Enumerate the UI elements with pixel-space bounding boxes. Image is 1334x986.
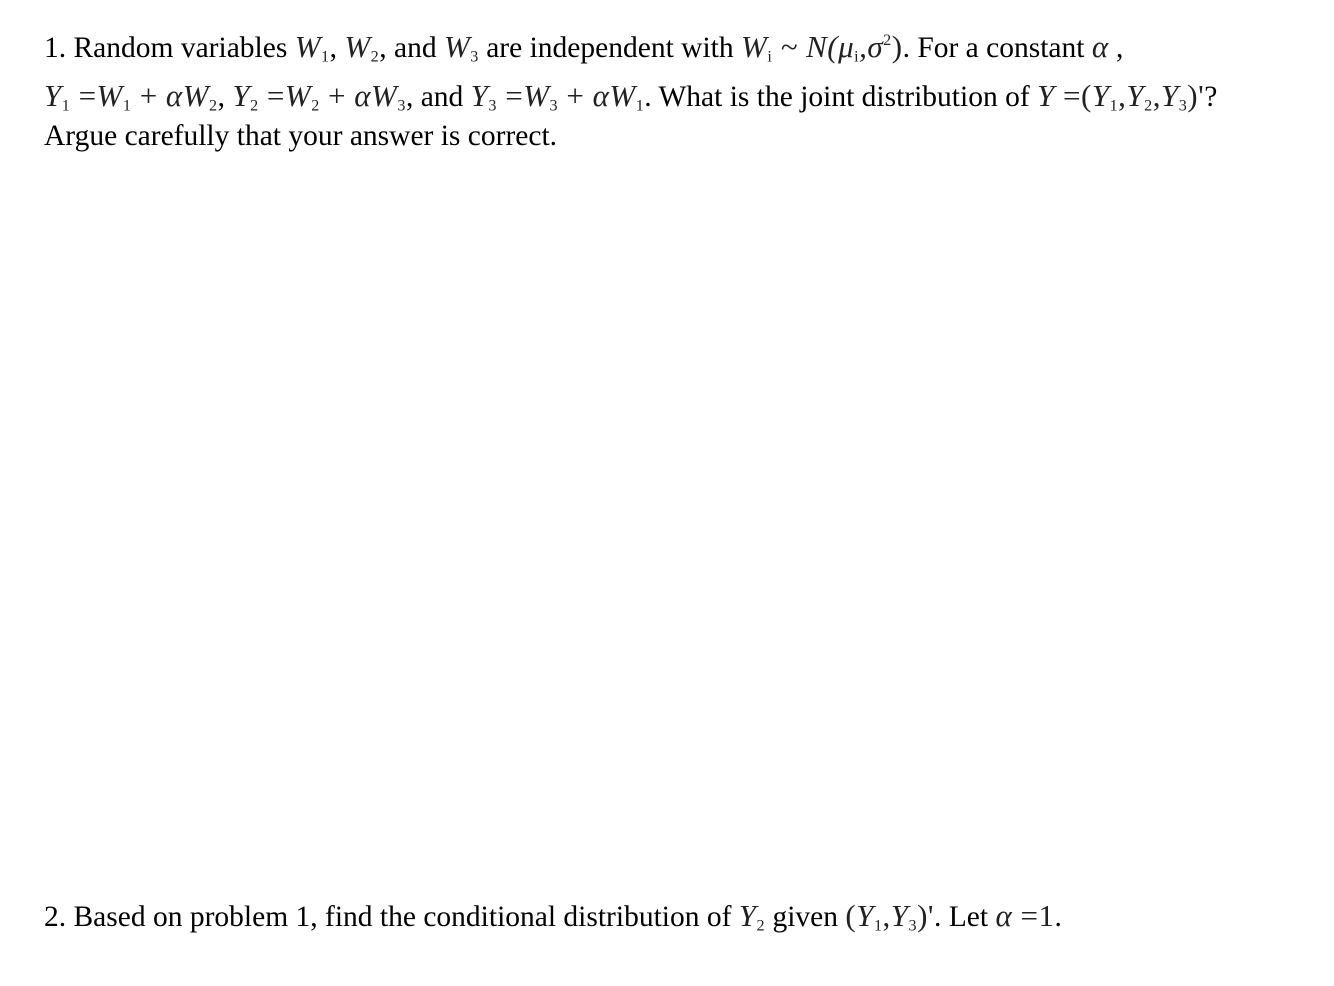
problem-1-line-1	[44, 31, 1123, 64]
and-text: , and	[405, 81, 471, 113]
comma-text: ,	[329, 32, 345, 64]
problem-2-text: 2. Based on problem 1, find the conditional distribution of	[44, 901, 739, 933]
and-text: , and	[379, 32, 444, 64]
math-y1-definition: $Y_1 =W_1 + \alpha W_2$	[44, 78, 218, 115]
argue-text: Argue carefully that your answer is correct.	[44, 120, 558, 152]
math-y-vector: $Y =(Y_1,Y_2,Y_3)'$	[1037, 78, 1205, 115]
math-w2: $W_2$	[344, 29, 380, 66]
math-distribution: $W_i$ ~ $N(\mu_i,\sigma^2)$	[740, 29, 903, 66]
given-text: given	[765, 901, 846, 933]
math-y3-definition: $Y_3 =W_3 + \alpha W_1$	[470, 78, 645, 115]
question-mark: ?	[1204, 81, 1218, 113]
problem-1-line-3	[44, 122, 557, 152]
problem-1-intro-text: 1. Random variables	[44, 32, 295, 64]
trailing-comma: ,	[1108, 32, 1124, 64]
question-text: . What is the joint distribution of	[644, 81, 1038, 113]
separator-text: ,	[217, 81, 233, 113]
math-y2: $Y_2$	[738, 898, 766, 935]
independent-text: are independent with	[478, 32, 741, 64]
math-w1: $W_1$	[294, 29, 330, 66]
problem-1-line-2	[44, 80, 1217, 113]
let-text: . Let	[934, 901, 996, 933]
problem-2-line	[44, 900, 1062, 933]
math-w3: $W_3$	[443, 29, 479, 66]
period-text: .	[1054, 901, 1062, 933]
math-y2-definition: $Y_2 =W_2 + \alpha W_3$	[232, 78, 406, 115]
constant-text: . For a constant	[902, 32, 1092, 64]
math-alpha-equals-one: α =1	[995, 898, 1055, 933]
math-condition-vector: $(Y_1,Y_3)'$	[845, 898, 935, 935]
math-alpha: α	[1091, 29, 1109, 64]
